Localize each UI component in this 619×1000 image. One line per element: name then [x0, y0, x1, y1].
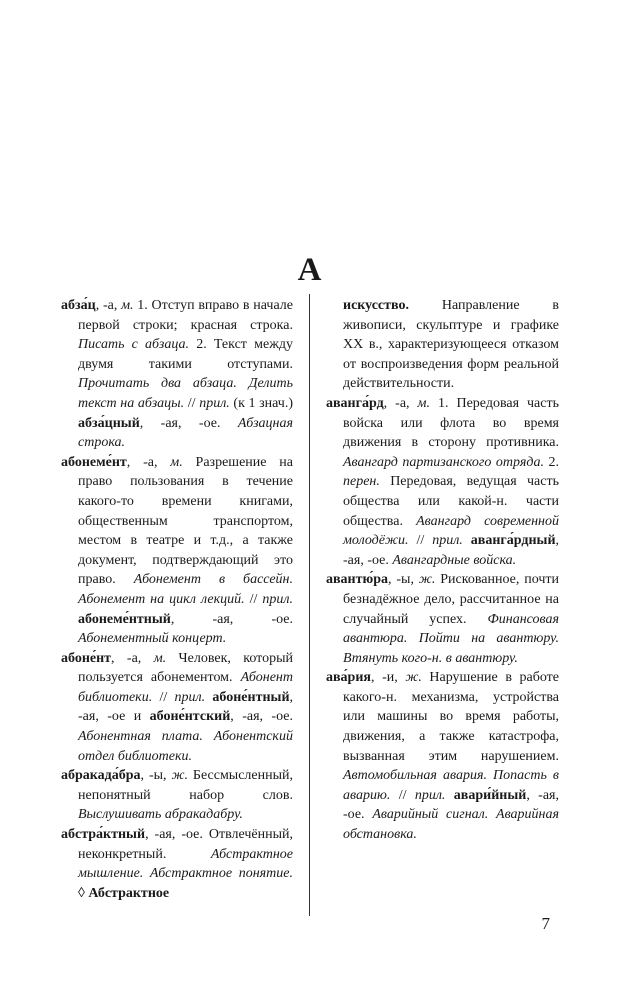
italic-text: Прочитать два абзаца. Делить текст на абзацы.: [78, 376, 293, 411]
italic-text: Авангард современной молодёжи.: [343, 513, 559, 549]
headword: абза́ц: [61, 298, 96, 313]
italic-text: Абонемент в бассейн. Абонемент на цикл лекций.: [78, 572, 293, 607]
entry-text: 2.: [543, 454, 559, 470]
entry-text: , -ая, -ое.: [343, 787, 559, 823]
italic-text: ж.: [405, 670, 422, 686]
italic-text: Абонементный концерт.: [78, 631, 227, 647]
headword: аванга́рд: [326, 395, 384, 411]
right-column: [326, 296, 559, 845]
entry-text: Нарушение в работе какого-н. механизма, устройства или машины во время работы, движения, а также катастрофа, вызванная этим нарушением.: [343, 670, 559, 764]
entry-text: , -ы,: [388, 572, 419, 588]
entry-text: , -ая, -ое.: [343, 533, 560, 568]
headword: абстра́ктный: [61, 827, 146, 843]
entry-text: //: [408, 533, 433, 549]
column-divider: [309, 294, 310, 916]
italic-text: Абонентная плата. Абонентский отдел библиотеки.: [78, 729, 293, 764]
bold-term: авари́йный: [453, 787, 527, 803]
italic-text: ж.: [418, 572, 436, 588]
italic-text: м.: [153, 650, 167, 666]
entry-text: , -ая, -ое.: [139, 415, 238, 431]
entry-text: , -ая, -ое.: [230, 709, 293, 725]
bold-term: Абстрактное: [88, 885, 170, 901]
entry-text: Человек, который пользуется абонементом.: [78, 650, 293, 686]
italic-text: м.: [121, 298, 134, 313]
italic-text: Финансовая авантюра. Пойти на авантюру. Втянуть кого-н. в авантюру.: [343, 611, 559, 666]
dictionary-entry: [326, 394, 559, 570]
bold-term: абоне́нтный: [212, 689, 290, 705]
headword: абракада́бра: [61, 768, 141, 784]
bold-term: аванга́рдный: [470, 533, 556, 549]
page-number: 7: [541, 914, 550, 933]
entry-text: , -ая, -ое и: [78, 689, 294, 725]
headword: абоне́нт: [61, 650, 112, 666]
italic-text: прил.: [262, 591, 293, 607]
italic-text: прил.: [414, 787, 446, 803]
entry-text: Передовая, ведущая часть общества или какой-н. части общества.: [343, 474, 559, 529]
entry-text: //: [152, 689, 175, 705]
dictionary-entry: [61, 296, 293, 453]
italic-text: Абзацная строка.: [78, 415, 293, 451]
italic-text: Автомобильная авария. Попасть в аварию.: [343, 768, 559, 803]
entry-text: Направление в живописи, скульптуре и графике XX в., характеризующееся отказом от воспроизведения форм реальной действительности.: [343, 298, 559, 392]
entry-text: , -ая, -ое. Отвлечённый, неконкретный.: [78, 827, 293, 862]
italic-text: Выслушивать абракадабру.: [78, 807, 243, 823]
italic-text: м.: [170, 454, 183, 470]
entry-text: Рискованное, почти безнадёжное дело, рассчитанное на случайный успех.: [343, 572, 559, 627]
entry-text: [445, 788, 453, 803]
italic-text: Авангардные войска.: [392, 552, 517, 568]
bold-term: абонеме́нтный: [78, 611, 171, 627]
entry-text: , -и,: [371, 670, 406, 686]
left-column: [61, 296, 293, 903]
headword: ава́рия: [326, 670, 371, 686]
dictionary-entry-continued: [326, 296, 559, 394]
bold-term: абоне́нтский: [149, 709, 231, 725]
dictionary-entry: [61, 453, 293, 649]
section-letter: А: [297, 252, 322, 288]
bold-term: абза́цный: [78, 415, 140, 431]
italic-text: Писать с абзаца.: [78, 337, 190, 353]
bold-term: искусство.: [343, 298, 409, 313]
italic-text: м.: [417, 395, 430, 411]
entry-text: Бессмысленный, непонятный набор слов.: [78, 768, 294, 803]
dictionary-entry: [61, 825, 293, 903]
italic-text: ж.: [171, 768, 188, 784]
entry-text: //: [244, 591, 263, 607]
entry-text: , -ая, -ое.: [170, 611, 293, 627]
headword: абонеме́нт: [61, 454, 127, 470]
entry-text: (к 1 знач.): [229, 395, 294, 411]
headword: авантю́ра: [326, 572, 388, 588]
italic-text: Абстрактное мышление. Абстрактное понятие.: [78, 846, 293, 882]
dictionary-entry: [326, 570, 559, 668]
italic-text: Авангард партизанского отряда.: [343, 454, 544, 470]
dictionary-entry: [326, 668, 559, 844]
entry-text: 1. Отступ вправо в начале первой строки; красная строка.: [78, 298, 293, 333]
entry-text: , -а,: [383, 395, 418, 411]
dictionary-entry: [61, 766, 293, 825]
entry-text: , -а,: [111, 650, 154, 666]
entry-text: , -а,: [126, 454, 171, 470]
entry-text: Разрешение на право пользования в течение какого-то времени книгами, общественным транспортом, местом в театре и т.д., а также документ, подтверждающий это право.: [78, 454, 293, 588]
entry-text: ◊: [78, 885, 89, 901]
entry-text: 2. Текст между двумя такими отступами.: [78, 337, 293, 372]
entry-text: //: [390, 787, 415, 803]
entry-text: [463, 533, 471, 548]
italic-text: прил.: [174, 689, 206, 705]
entry-text: 1. Передовая часть войска или флота во время движения в сторону противника.: [343, 395, 559, 451]
italic-text: перен.: [343, 474, 380, 490]
italic-text: Аварийный сигнал. Аварийная обстановка.: [343, 807, 560, 843]
italic-text: Абонент библиотеки.: [78, 670, 293, 705]
entry-text: //: [184, 395, 200, 411]
dictionary-entry: [61, 649, 293, 767]
italic-text: прил.: [199, 395, 230, 411]
entry-text: , -а,: [95, 298, 122, 313]
entry-text: , -ы,: [140, 768, 172, 784]
italic-text: прил.: [432, 533, 463, 549]
